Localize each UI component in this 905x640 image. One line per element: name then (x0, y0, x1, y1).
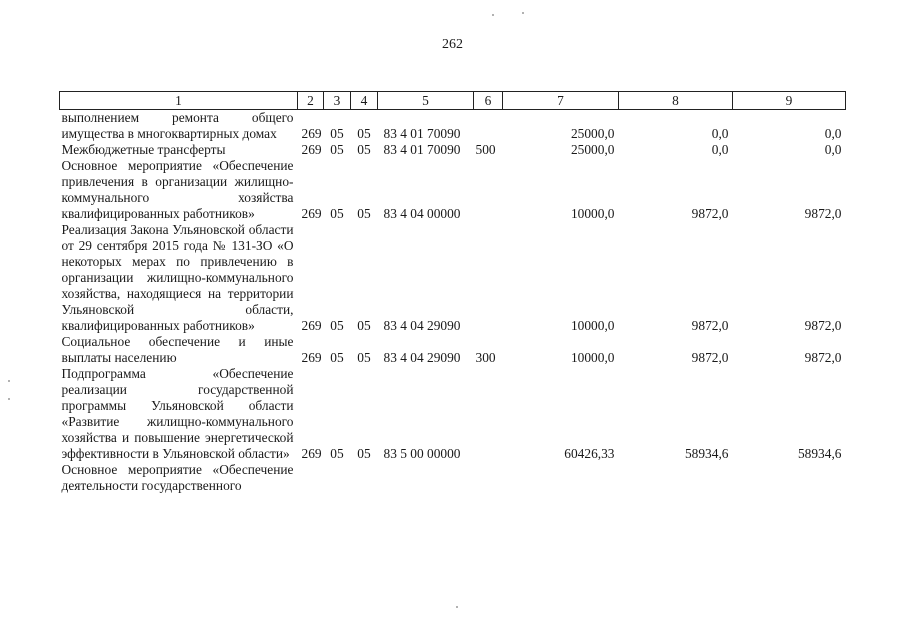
row-amount-2: 9872,0 (691, 206, 729, 221)
row-code-gr (298, 462, 324, 494)
table-row (60, 462, 846, 494)
row-code-vr (474, 110, 503, 143)
row-code-gr: 269 (301, 142, 322, 157)
row-code-rz: 05 (330, 318, 344, 333)
row-code-cs: 83 4 01 70090 (383, 142, 461, 157)
scan-speck (8, 398, 10, 400)
row-code-vr: 300 (475, 350, 496, 365)
scan-speck (456, 606, 458, 608)
scan-speck (8, 380, 10, 382)
col-header-9: 9 (733, 92, 846, 110)
row-name: Основное мероприятие «Обеспечение привлечения в организации жилищно-коммунального хозяйства квалифицированных работников» (61, 158, 294, 221)
row-code-pr: 05 (357, 318, 371, 333)
row-amount-2: 0,0 (711, 126, 729, 141)
row-code-cs: 83 5 00 00000 (383, 446, 461, 461)
row-amount-1 (503, 462, 619, 494)
col-header-3: 3 (324, 92, 351, 110)
row-amount-2: 9872,0 (691, 350, 729, 365)
row-code-pr: 05 (357, 446, 371, 461)
row-amount-2: 58934,6 (684, 446, 729, 461)
row-name: Подпрограмма «Обеспечение реализации государственной программы Ульяновской области «Развитие жилищно-коммунального хозяйства и повышение энергетической эффективности в Ульяновской области» (61, 366, 294, 461)
page-number: 262 (442, 37, 463, 52)
row-code-pr: 05 (357, 126, 371, 141)
scan-speck (522, 12, 524, 14)
row-amount-2: 0,0 (711, 142, 729, 157)
row-code-rz: 05 (330, 126, 344, 141)
row-code-rz (324, 462, 351, 494)
row-amount-3: 9872,0 (804, 350, 842, 365)
row-code-vr (474, 222, 503, 334)
row-code-cs: 83 4 04 00000 (383, 206, 461, 221)
scan-speck (492, 14, 494, 16)
row-code-vr (474, 462, 503, 494)
row-code-vr: 500 (475, 142, 496, 157)
row-amount-1: 25000,0 (570, 142, 615, 157)
row-amount-1: 60426,33 (564, 446, 615, 461)
row-code-vr (474, 158, 503, 222)
row-name: Реализация Закона Ульяновской области от 29 сентября 2015 года № 131-ЗО «О некоторых мерах по привлечению в организации жилищно-коммунального хозяйства, находящиеся на территории Ульяновской области, квалифицированных работников» (61, 222, 294, 333)
row-code-pr: 05 (357, 350, 371, 365)
row-code-cs: 83 4 04 29090 (383, 318, 461, 333)
row-code-pr (351, 462, 378, 494)
table-row (60, 142, 846, 158)
table-row (60, 158, 846, 222)
row-amount-1: 10000,0 (570, 206, 615, 221)
row-code-gr: 269 (301, 318, 322, 333)
row-code-gr: 269 (301, 350, 322, 365)
col-header-7: 7 (503, 92, 619, 110)
col-header-1: 1 (60, 92, 298, 110)
row-amount-3 (733, 462, 846, 494)
row-amount-3: 0,0 (824, 126, 842, 141)
budget-table (59, 91, 846, 494)
table-row (60, 110, 846, 143)
row-amount-1: 10000,0 (570, 318, 615, 333)
row-name: выполнением ремонта общего имущества в многоквартирных домах (61, 110, 294, 141)
row-code-gr: 269 (301, 126, 322, 141)
row-name: Межбюджетные трансферты (61, 142, 226, 157)
row-amount-3: 0,0 (824, 142, 842, 157)
row-code-gr: 269 (301, 206, 322, 221)
row-code-rz: 05 (330, 446, 344, 461)
row-amount-3: 9872,0 (804, 206, 842, 221)
row-code-pr: 05 (357, 206, 371, 221)
col-header-5: 5 (378, 92, 474, 110)
col-header-2: 2 (298, 92, 324, 110)
row-amount-1: 25000,0 (570, 126, 615, 141)
table-row (60, 366, 846, 462)
row-code-cs: 83 4 01 70090 (383, 126, 461, 141)
row-name: Основное мероприятие «Обеспечение деятельности государственного (61, 462, 294, 493)
row-amount-2 (619, 462, 733, 494)
row-code-pr: 05 (357, 142, 371, 157)
col-header-6: 6 (474, 92, 503, 110)
col-header-4: 4 (351, 92, 378, 110)
header-row (60, 92, 846, 110)
row-code-rz: 05 (330, 206, 344, 221)
table-row (60, 334, 846, 366)
row-name: Социальное обеспечение и иные выплаты населению (61, 334, 294, 365)
row-amount-3: 9872,0 (804, 318, 842, 333)
row-code-cs: 83 4 04 29090 (383, 350, 461, 365)
row-amount-1: 10000,0 (570, 350, 615, 365)
table-row (60, 222, 846, 334)
row-code-rz: 05 (330, 142, 344, 157)
row-code-rz: 05 (330, 350, 344, 365)
row-amount-2: 9872,0 (691, 318, 729, 333)
row-amount-3: 58934,6 (797, 446, 842, 461)
row-code-gr: 269 (301, 446, 322, 461)
col-header-8: 8 (619, 92, 733, 110)
row-code-cs (378, 462, 474, 494)
row-code-vr (474, 366, 503, 462)
